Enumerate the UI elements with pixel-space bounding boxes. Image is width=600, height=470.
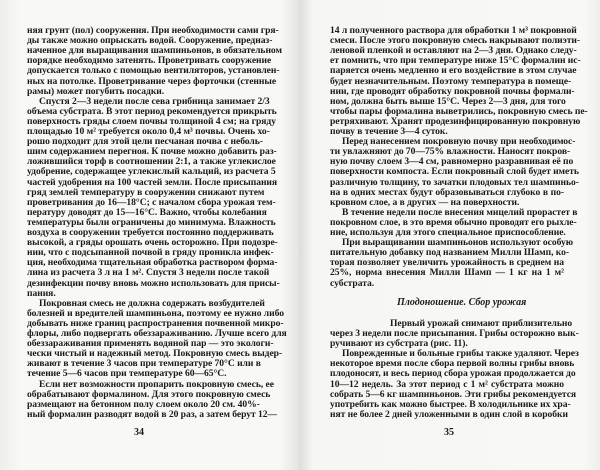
text-line: рошо подходит для этой цели песчаная почва с неболь- <box>27 136 263 148</box>
left-page <box>0 0 299 470</box>
text-line: болезней и вредителей шампиньона, поэтому ее нужно либо <box>27 307 284 319</box>
text-line: температуры были ограничены до минимума. Влажность <box>27 216 276 228</box>
text-line: шим содержанием перегноя. К почве можно добавить раз- <box>27 146 277 158</box>
text-line: Первый урожай снимают приблизительно <box>390 317 573 329</box>
text-line: 25%, норма внесения Милли Шамп — 1 кг на 1 м² <box>330 267 564 279</box>
text-line: Перед нанесением покровную почву при необходимос- <box>342 136 576 148</box>
text-line: некоторое время после сбора первой волны грибы вновь <box>330 358 575 370</box>
text-line: Спустя 2—3 недели после сева грибница занимает 2/3 <box>39 95 270 107</box>
text-line: допускается только с помощью вентиляторов, установлен- <box>27 65 280 77</box>
text-line: пературу доводят до 15—16°С. Важно, чтобы колебания <box>27 206 267 218</box>
text-line: чтобы пары формалина выветрились, покровную смесь пе- <box>330 105 588 117</box>
text-line: няя грунт (пол) сооружения. При необходимости сами гря- <box>27 25 279 36</box>
text-line: рамы) может погубить посадки. <box>27 85 165 97</box>
text-line: питательную добавку под названием Милли Шамп, ко- <box>330 247 570 259</box>
text-line: поверхность гряды слоем почвы толщиной 4 см; на гряду <box>27 115 276 127</box>
text-line: торая позволяет увеличить урожайность в среднем на <box>330 257 564 269</box>
text-line: Покровная смесь не должна содержать возбудителей <box>39 297 265 309</box>
text-line: смеси. После этого покровную смесь накрывают полиэти- <box>330 35 581 47</box>
text-line: размещают на бетонном полу слоем около 20 см. 40%- <box>27 398 260 410</box>
text-line: ет помнить, что при температуре ниже 15°С формалин ис- <box>330 55 581 67</box>
text-line: нят не более 2 дней уложенными в один слой в коробки <box>330 408 568 420</box>
text-line: ние, используя для этого специальное приспособление. <box>330 227 566 238</box>
section-heading: Плодоношение. Сбор урожая <box>397 297 527 308</box>
text-line: проветривания до 16—18°С; с началом сбора урожая тем- <box>27 196 276 208</box>
text-line: ный формалин разводят водой в 20 раз, а затем берут 12— <box>27 408 278 420</box>
text-line: через 3 недели после присыпания. Грибы осторожно вык- <box>330 328 579 339</box>
text-line: ция, необходима тщательная обработка раствором форма- <box>27 257 278 269</box>
text-line: частей удобрения на 100 частей земли. После присыпания <box>27 176 278 188</box>
page-number: 34 <box>134 427 144 438</box>
text-line: гряд землей температуру в сооружении снижают путем <box>27 186 265 198</box>
text-line: ных на потолке. Проветривание через форточки (стенные <box>27 75 277 87</box>
text-line: кровном слое, а в других — на поверхности. <box>330 196 520 208</box>
text-line: порядке необходимо затенять. Проветривать сооружение <box>27 55 272 67</box>
text-line: паряется очень медленно и его воздействие в этом случае <box>330 65 577 77</box>
right-page <box>299 0 600 470</box>
text-line: плодоносят, и весь период сбора урожая продолжается до <box>330 368 576 380</box>
text-line: нии, где проводят обработку покровной почвы формали- <box>330 85 575 97</box>
text-line: ретряхивают. Хранят продезинфицированную покровную <box>330 115 581 127</box>
text-line: течение 5—6 часов при температуре 60—65°С. <box>27 368 227 380</box>
text-line: высокой, а гряды орошать очень осторожно. При подозре- <box>27 237 278 249</box>
text-line: объема субстрата. В этот период рекомендуется прикрыть <box>27 105 277 117</box>
text-line: В течение недели после внесения мицелий прорастет в <box>342 206 578 218</box>
text-line: воздуха в сооружении требуется постоянно поддерживать <box>27 227 274 238</box>
text-line: добывать ниже границ распространения почвенной микро- <box>27 317 284 329</box>
text-line: нии, что с подсыпанной почвой в гряду проникла инфек- <box>27 247 274 259</box>
text-line: различную толщину, то зачатки плодовых тел шампиньо- <box>330 176 579 188</box>
page-number: 35 <box>444 427 454 438</box>
text-line: на в одних местах будут образовываться глубоко в по- <box>330 186 564 198</box>
text-line: дезинфекции почву вновь можно использовать для присы- <box>27 277 280 289</box>
text-line: пания. <box>27 287 56 299</box>
text-line: лина из расчета 3 л на 1 м². Спустя 3 недели после такой <box>27 267 270 279</box>
text-line: ручивают из субстрата (рис. 11). <box>330 338 468 350</box>
text-line: живают в течение 3 часов при температуре 70°С или в <box>27 358 261 370</box>
text-line: обеззараживания применять водяной пар — это экологи- <box>27 338 274 350</box>
text-line: удобрение, содержащее углекислый кальций, из расчета 5 <box>27 166 276 178</box>
text-line: площадью 10 м² требуется около 0,4 м³ почвы. Очень хо- <box>27 126 270 137</box>
text-line: 10—12 недель. За этот период с 1 м² субстрата можно <box>330 378 564 390</box>
text-line: почву в течение 3—4 суток. <box>330 126 448 137</box>
text-line: собрать 5—6 кг шампиньонов. Эти грибы рекомендуется <box>330 388 577 400</box>
text-line: леновой пленкой и оставляют на 2—3 дня. Однако следу- <box>330 45 577 57</box>
text-line: ную почву слоем 3—4 см, равномерно разравнивая её по <box>330 156 574 168</box>
text-line: ложившийся торф в соотношении 2:1, а также углекислое <box>27 156 276 168</box>
text-line: покровном слое, в это время обычно проводят его рыхле- <box>330 216 577 228</box>
text-line: Если нет возможности пропарить покровную смесь, ее <box>39 378 274 390</box>
text-line: субстрата. <box>330 277 375 289</box>
text-line: флоры, либо подвергать обеззараживанию. Лучше всего для <box>27 328 287 339</box>
text-line: ды также можно опрыскать водой. Сооружение, предназ- <box>27 35 273 47</box>
text-line: 14 л полученного раствора для обработки 1 м³ покровной <box>330 25 577 36</box>
text-line: Поврежденные и больные грибы также удаляют. Через <box>342 348 579 360</box>
text-line: наченное для выращивания шампиньонов, в обязательном <box>27 45 282 57</box>
text-line: ном, должна быть выше 15°С. Через 2—3 дня, для того <box>330 95 566 107</box>
text-line: употребить как можно быстрее. В холодильнике их хра- <box>330 398 571 410</box>
text-line: чески чистый и надежный метод. Покровную смесь выдер- <box>27 348 283 360</box>
text-line: При выращивании шампиньонов используют особую <box>342 237 574 249</box>
text-line: обрабатывают формалином. Для этого покровную смесь <box>27 388 271 400</box>
text-line: поверхности компоста. Если покровный слой будет иметь <box>330 166 579 178</box>
text-line: ти увлажняют до 70—75% влажности. Наносят покров- <box>330 146 571 158</box>
text-line: будет незначительным. Поэтому температура в помеще- <box>330 75 572 87</box>
